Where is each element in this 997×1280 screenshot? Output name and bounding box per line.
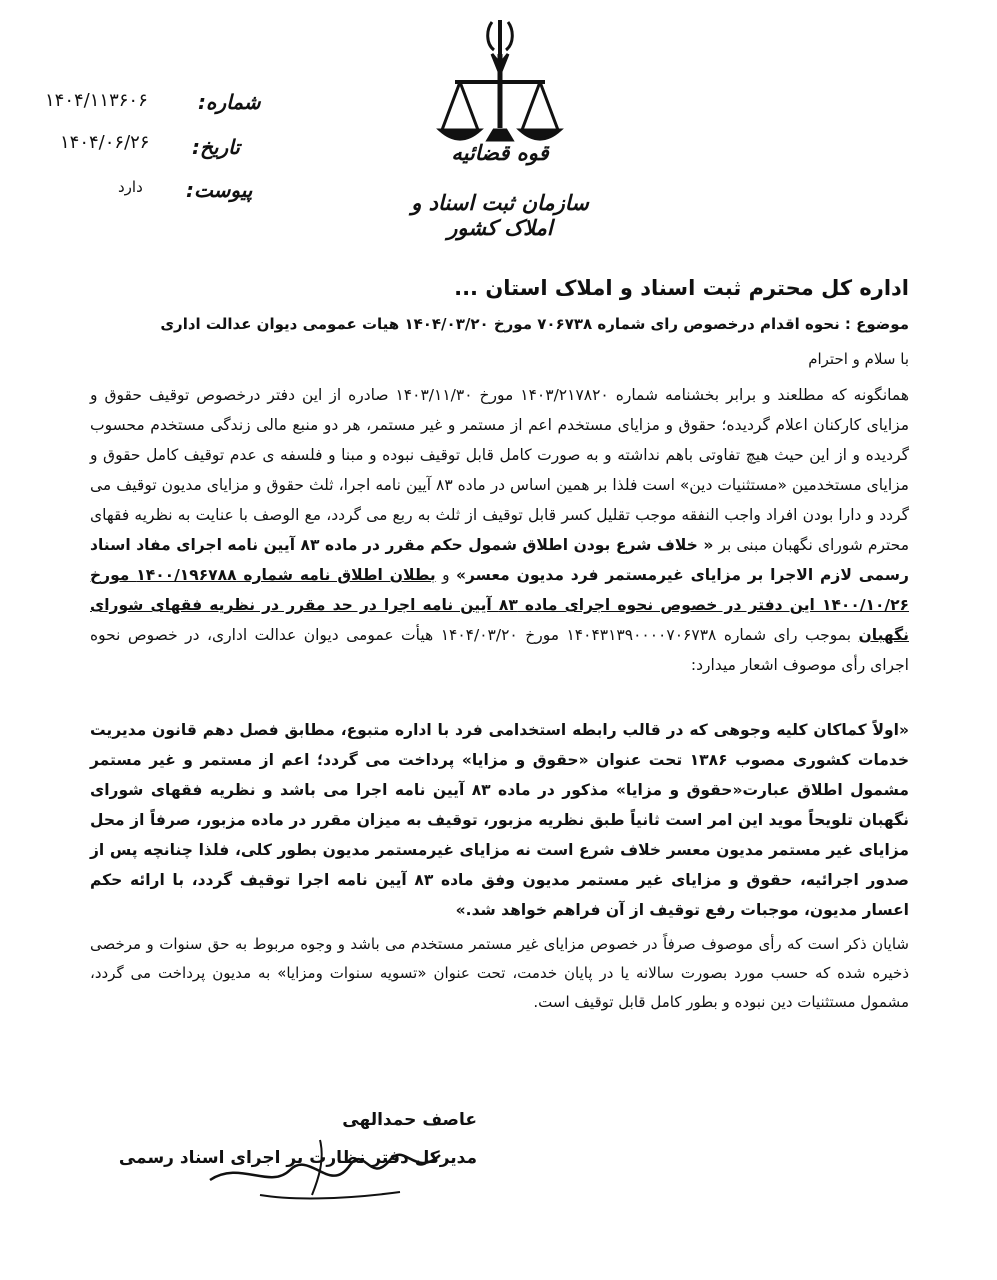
number-label: شماره: [198, 90, 261, 114]
handwritten-signature-icon [200, 1100, 460, 1210]
date-label: تاریخ: [192, 135, 240, 159]
signatory-title: مدیرکل دفتر نظارت بر اجرای اسناد رسمی [118, 1148, 477, 1168]
paragraph-note: شایان ذکر است که رأی موصوف صرفاً در خصوص مزایای غیر مستمر مستخدم می باشد و وجوه مربوط به حق سنوات و مرخصی ذخیره شده که حسب مورد بصورت سالانه یا در پایان خدمت، تحت عنوان «تسویه سنوات ومزایا» به مدیون پرداخت می گردد، مشمول مستثنیات دین نبوده و بطور کامل قابل توقیف است. [90, 935, 909, 1011]
attachment-label: پیوست: [186, 178, 253, 202]
signatory-name: عاصف حمدالهی [342, 1110, 477, 1130]
conjunction: و [442, 566, 450, 584]
invalidation-text: بطلان اطلاق نامه شماره ۱۴۰۰/۱۹۶۷۸۸ مورخ ۱۴۰۰/۱۰/۲۶ این دفتر در خصوص نحوه اجرای ماده ۸۳ آیین نامه اجرا در حد مقرر در نظریه فقهای شورای نگهبان [90, 566, 910, 644]
ruling-reference: بموجب رای شماره ۱۴۰۴۳۱۳۹۰۰۰۰۷۰۶۷۳۸ مورخ ۱۴۰۴/۰۳/۲۰ هیأت عمومی دیوان عدالت اداری، در خصوص نحوه اجرای رأی موصوف اشعار میدارد: [90, 626, 909, 674]
greeting: با سلام و احترام [808, 350, 909, 368]
attachment-value: دارد [118, 178, 143, 196]
number-value: ۱۴۰۴/۱۱۳۶۰۶ [45, 90, 148, 111]
date-value: ۱۴۰۴/۰۶/۲۶ [60, 132, 150, 153]
paragraph-ruling-quote: «اولاً کماکان کلیه وجوهی که در قالب رابطه استخدامی فرد با اداره متبوع، مطابق فصل دهم قانون مدیریت خدمات کشوری مصوب ۱۳۸۶ تحت عنوان «حقوق و مزایا» پرداخت می گردد؛ اعم از مستمر و غیر مستمر مشمول اطلاق عبارت«حقوق و مزایا» مذکور در ماده ۸۳ آیین نامه اجرا می باشد و نظریه فقهای شورای نگهبان تلویحاً موید این امر است ثانیاً طبق نظریه مزبور، توقیف به میزان مقرر در ماده مزبور، صرفاً از محل مزایای غیر مستمر مدیون معسر خلاف شرع است نه مزایای غیرمستمر مدیون بطور کلی، فلذا چنانچه پس از صدور اجرائیه، حقوق و مزایای غیر مستمر مدیون وفق ماده ۸۳ آیین نامه اجرا توقیف گردد، با ارائه حکم اعسار مدیون، موجبات رفع توقیف از آن فراهم خواهد شد.» [90, 721, 910, 919]
org-line-judiciary: قوه قضائیه [451, 140, 549, 165]
subject-line: موضوع : نحوه اقدام درخصوص رای شماره ۷۰۶۷۳۸ مورخ ۱۴۰۴/۰۳/۲۰ هیات عمومی دیوان عدالت اداری [160, 315, 909, 333]
paragraph-intro [90, 380, 909, 680]
org-line-registration: سازمان ثبت اسناد و املاک کشور [411, 190, 589, 240]
recipient-line: اداره کل محترم ثبت اسناد و املاک استان ... [454, 276, 909, 300]
guardian-council-quote: « خلاف شرع بودن اطلاق شمول حکم مقرر در ماده ۸۳ آیین نامه اجرای مفاد اسناد رسمی لازم الاجرا بر مزایای غیرمستمر فرد مدیون معسر» [90, 536, 909, 584]
intro-text: همانگونه که مطلعند و برابر بخشنامه شماره ۱۴۰۳/۲۱۷۸۲۰ مورخ ۱۴۰۳/۱۱/۳۰ صادره از این دفتر درخصوص توقیف حقوق و مزایای کارکنان اعلام گردیده؛ حقوق و مزایای مستخدم اعم از مستمر و غیر مستمر، هر دو منبع مالی زندگی مستخدم محسوب گردیده و از این حیث هیچ تفاوتی باهم نداشته و به صورت کامل قابل توقیف نبوده و مبنا و فلسفه ی عدم توقیف کامل حقوق و مزایای مستخدمین «مستثنیات دین» است فلذا بر همین اساس در ماده ۸۳ آیین نامه اجرا، ثلث حقوق و مزایای مدیون توقیف می گردد و دارا بودن افراد واجب النفقه موجب تقلیل کسر قابل توقیف از ثلث به ربع می گردد، مع الوصف با عنایت به نظریه فقهای محترم شورای نگهبان مبنی بر [90, 386, 909, 554]
